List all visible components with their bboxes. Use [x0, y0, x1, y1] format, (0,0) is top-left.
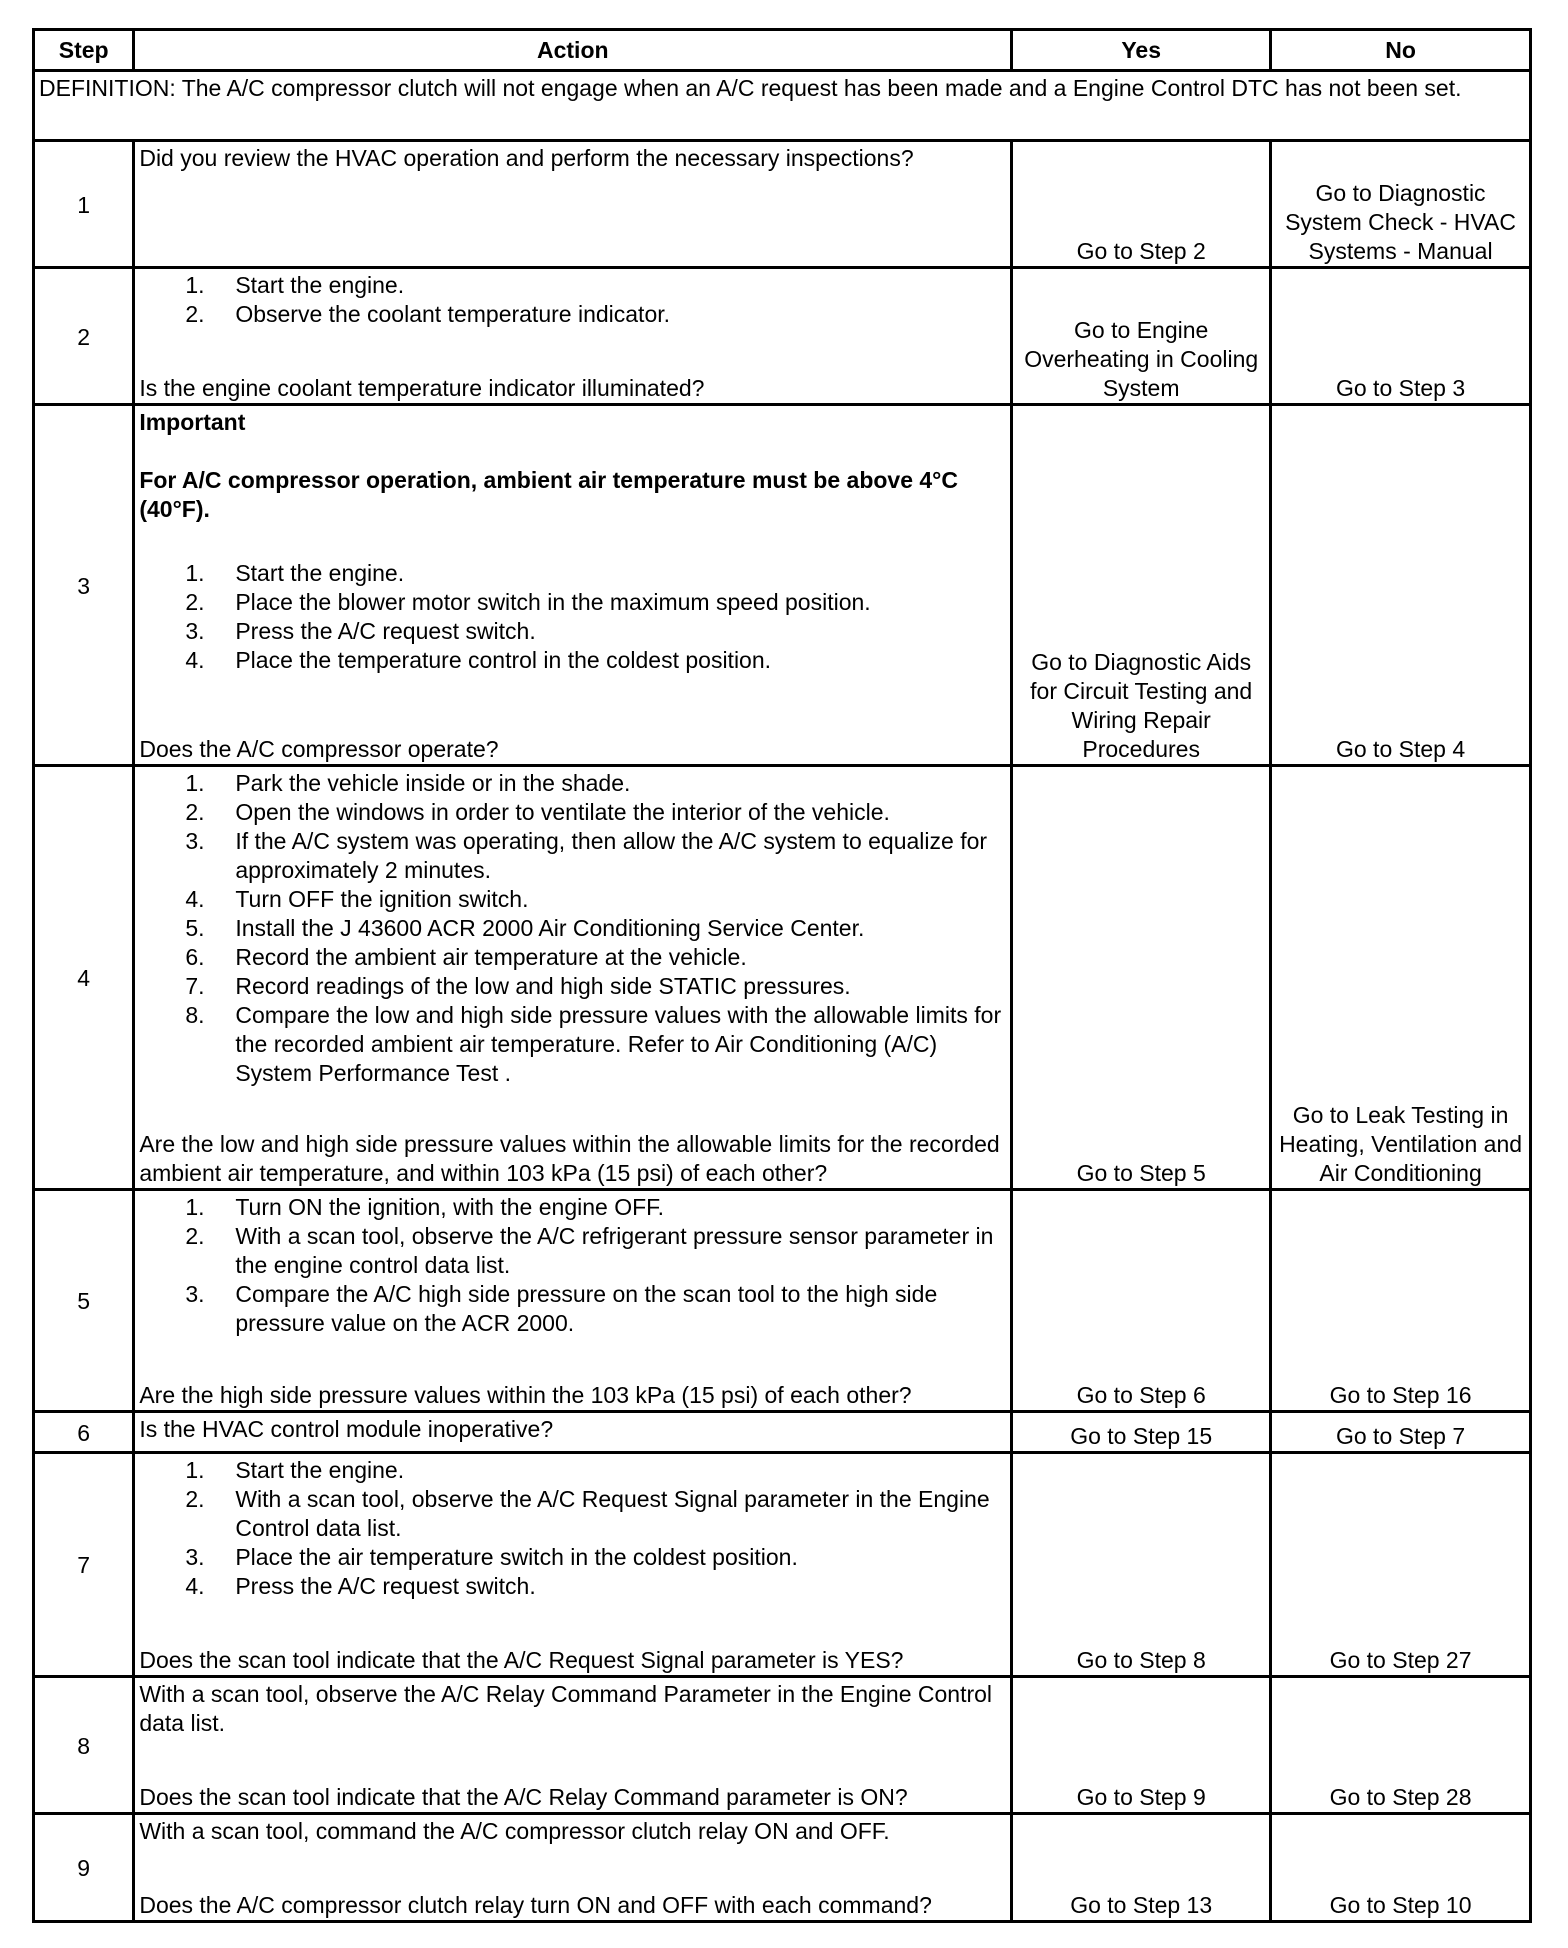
no-result: Go to Step 10	[1271, 1814, 1531, 1922]
yes-result: Go to Diagnostic Aids for Circuit Testing and Wiring Repair Procedures	[1012, 405, 1271, 766]
table-row	[34, 1190, 1531, 1412]
step-question: Is the engine coolant temperature indicator illuminated?	[139, 375, 705, 401]
yes-result: Go to Step 5	[1012, 766, 1271, 1190]
important-label: Important	[139, 409, 246, 435]
table-row	[34, 405, 1531, 766]
step-list	[139, 1456, 1006, 1601]
step-number: 5	[34, 1190, 134, 1412]
header-no: No	[1271, 30, 1531, 71]
list-item: 8. Compare the low and high side pressure values with the allowable limits for the recorded ambient air temperature. Refer to Air Conditioning (A/C) System Performance Test .	[185, 1002, 1002, 1086]
definition-text: DEFINITION: The A/C compressor clutch will not engage when an A/C request has been made and a Engine Control DTC has not been set.	[34, 71, 1531, 141]
list-item: 2. With a scan tool, observe the A/C Request Signal parameter in the Engine Control data list.	[185, 1486, 990, 1541]
list-item: 1. Start the engine.	[185, 560, 405, 586]
step-number: 9	[34, 1814, 134, 1922]
step-number: 3	[34, 405, 134, 766]
table-row	[34, 1677, 1531, 1814]
yes-result: Go to Step 13	[1012, 1814, 1271, 1922]
step-action	[134, 268, 1012, 405]
no-result: Go to Leak Testing in Heating, Ventilation and Air Conditioning	[1271, 766, 1531, 1190]
list-item: 3. If the A/C system was operating, then allow the A/C system to equalize for approximately 2 minutes.	[185, 828, 988, 883]
step-number: 8	[34, 1677, 134, 1814]
no-result: Go to Step 27	[1271, 1453, 1531, 1677]
step-action	[134, 405, 1012, 766]
step-question: Does the scan tool indicate that the A/C Relay Command parameter is ON?	[139, 1784, 908, 1810]
step-question: Does the A/C compressor operate?	[139, 736, 499, 762]
list-item: 3. Compare the A/C high side pressure on the scan tool to the high side pressure value on the ACR 2000.	[185, 1281, 938, 1336]
yes-result: Go to Step 9	[1012, 1677, 1271, 1814]
step-list	[139, 1193, 1006, 1338]
list-item: 2. Open the windows in order to ventilate the interior of the vehicle.	[185, 799, 890, 825]
no-result: Go to Step 16	[1271, 1190, 1531, 1412]
list-item: 7. Record readings of the low and high side STATIC pressures.	[185, 973, 851, 999]
table-row	[34, 141, 1531, 268]
list-item: 1. Start the engine.	[185, 272, 405, 298]
step-list	[139, 769, 1006, 1088]
step-number: 6	[34, 1412, 134, 1453]
list-item: 2. Place the blower motor switch in the maximum speed position.	[185, 589, 871, 615]
list-item: 1. Start the engine.	[185, 1457, 405, 1483]
list-item: 4. Press the A/C request switch.	[185, 1573, 536, 1599]
table-row	[34, 766, 1531, 1190]
list-item: 2. With a scan tool, observe the A/C refrigerant pressure sensor parameter in the engine control data list.	[185, 1223, 994, 1278]
list-item: 3. Place the air temperature switch in the coldest position.	[185, 1544, 798, 1570]
step-question: Does the A/C compressor clutch relay turn ON and OFF with each command?	[139, 1892, 932, 1918]
step-number: 4	[34, 766, 134, 1190]
no-result: Go to Diagnostic System Check - HVAC Systems - Manual	[1271, 141, 1531, 268]
yes-result: Go to Step 15	[1012, 1412, 1271, 1453]
list-item: 4. Turn OFF the ignition switch.	[185, 886, 529, 912]
yes-result: Go to Engine Overheating in Cooling System	[1012, 268, 1271, 405]
no-result: Go to Step 7	[1271, 1412, 1531, 1453]
step-number: 2	[34, 268, 134, 405]
list-item: 3. Press the A/C request switch.	[185, 618, 536, 644]
table-row	[34, 268, 1531, 405]
header-yes: Yes	[1012, 30, 1271, 71]
list-item: 5. Install the J 43600 ACR 2000 Air Conditioning Service Center.	[185, 915, 865, 941]
step-question: Are the high side pressure values within the 103 kPa (15 psi) of each other?	[139, 1382, 912, 1408]
diagnostic-table	[32, 28, 1532, 1923]
step-question: Are the low and high side pressure values within the allowable limits for the recorded ambient air temperature, and within 103 kPa (15 psi) of each other?	[139, 1131, 1000, 1186]
step-list	[139, 271, 1006, 329]
yes-result: Go to Step 8	[1012, 1453, 1271, 1677]
header-step: Step	[34, 30, 134, 71]
table-row	[34, 1814, 1531, 1922]
header-action: Action	[134, 30, 1012, 71]
no-result: Go to Step 3	[1271, 268, 1531, 405]
table-row	[34, 1412, 1531, 1453]
step-action	[134, 766, 1012, 1190]
step-instruction: With a scan tool, observe the A/C Relay Command Parameter in the Engine Control data list.	[139, 1681, 993, 1736]
step-number: 1	[34, 141, 134, 268]
step-question: Does the scan tool indicate that the A/C Request Signal parameter is YES?	[139, 1647, 904, 1673]
step-action: Is the HVAC control module inoperative?	[134, 1412, 1012, 1453]
step-action	[134, 1677, 1012, 1814]
yes-result: Go to Step 2	[1012, 141, 1271, 268]
list-item: 6. Record the ambient air temperature at the vehicle.	[185, 944, 747, 970]
definition-row	[34, 71, 1531, 141]
step-action	[134, 1814, 1012, 1922]
step-list	[139, 559, 1006, 675]
step-instruction: With a scan tool, command the A/C compressor clutch relay ON and OFF.	[139, 1818, 890, 1844]
header-row	[34, 30, 1531, 71]
yes-result: Go to Step 6	[1012, 1190, 1271, 1412]
step-action	[134, 1190, 1012, 1412]
step-action	[134, 1453, 1012, 1677]
list-item: 4. Place the temperature control in the coldest position.	[185, 647, 772, 673]
no-result: Go to Step 28	[1271, 1677, 1531, 1814]
list-item: 2. Observe the coolant temperature indicator.	[185, 301, 671, 327]
important-note: For A/C compressor operation, ambient air temperature must be above 4°C (40°F).	[139, 467, 958, 522]
step-action: Did you review the HVAC operation and perform the necessary inspections?	[134, 141, 1012, 268]
list-item: 1. Turn ON the ignition, with the engine OFF.	[185, 1194, 665, 1220]
table-row	[34, 1453, 1531, 1677]
no-result: Go to Step 4	[1271, 405, 1531, 766]
list-item: 1. Park the vehicle inside or in the shade.	[185, 770, 631, 796]
step-number: 7	[34, 1453, 134, 1677]
